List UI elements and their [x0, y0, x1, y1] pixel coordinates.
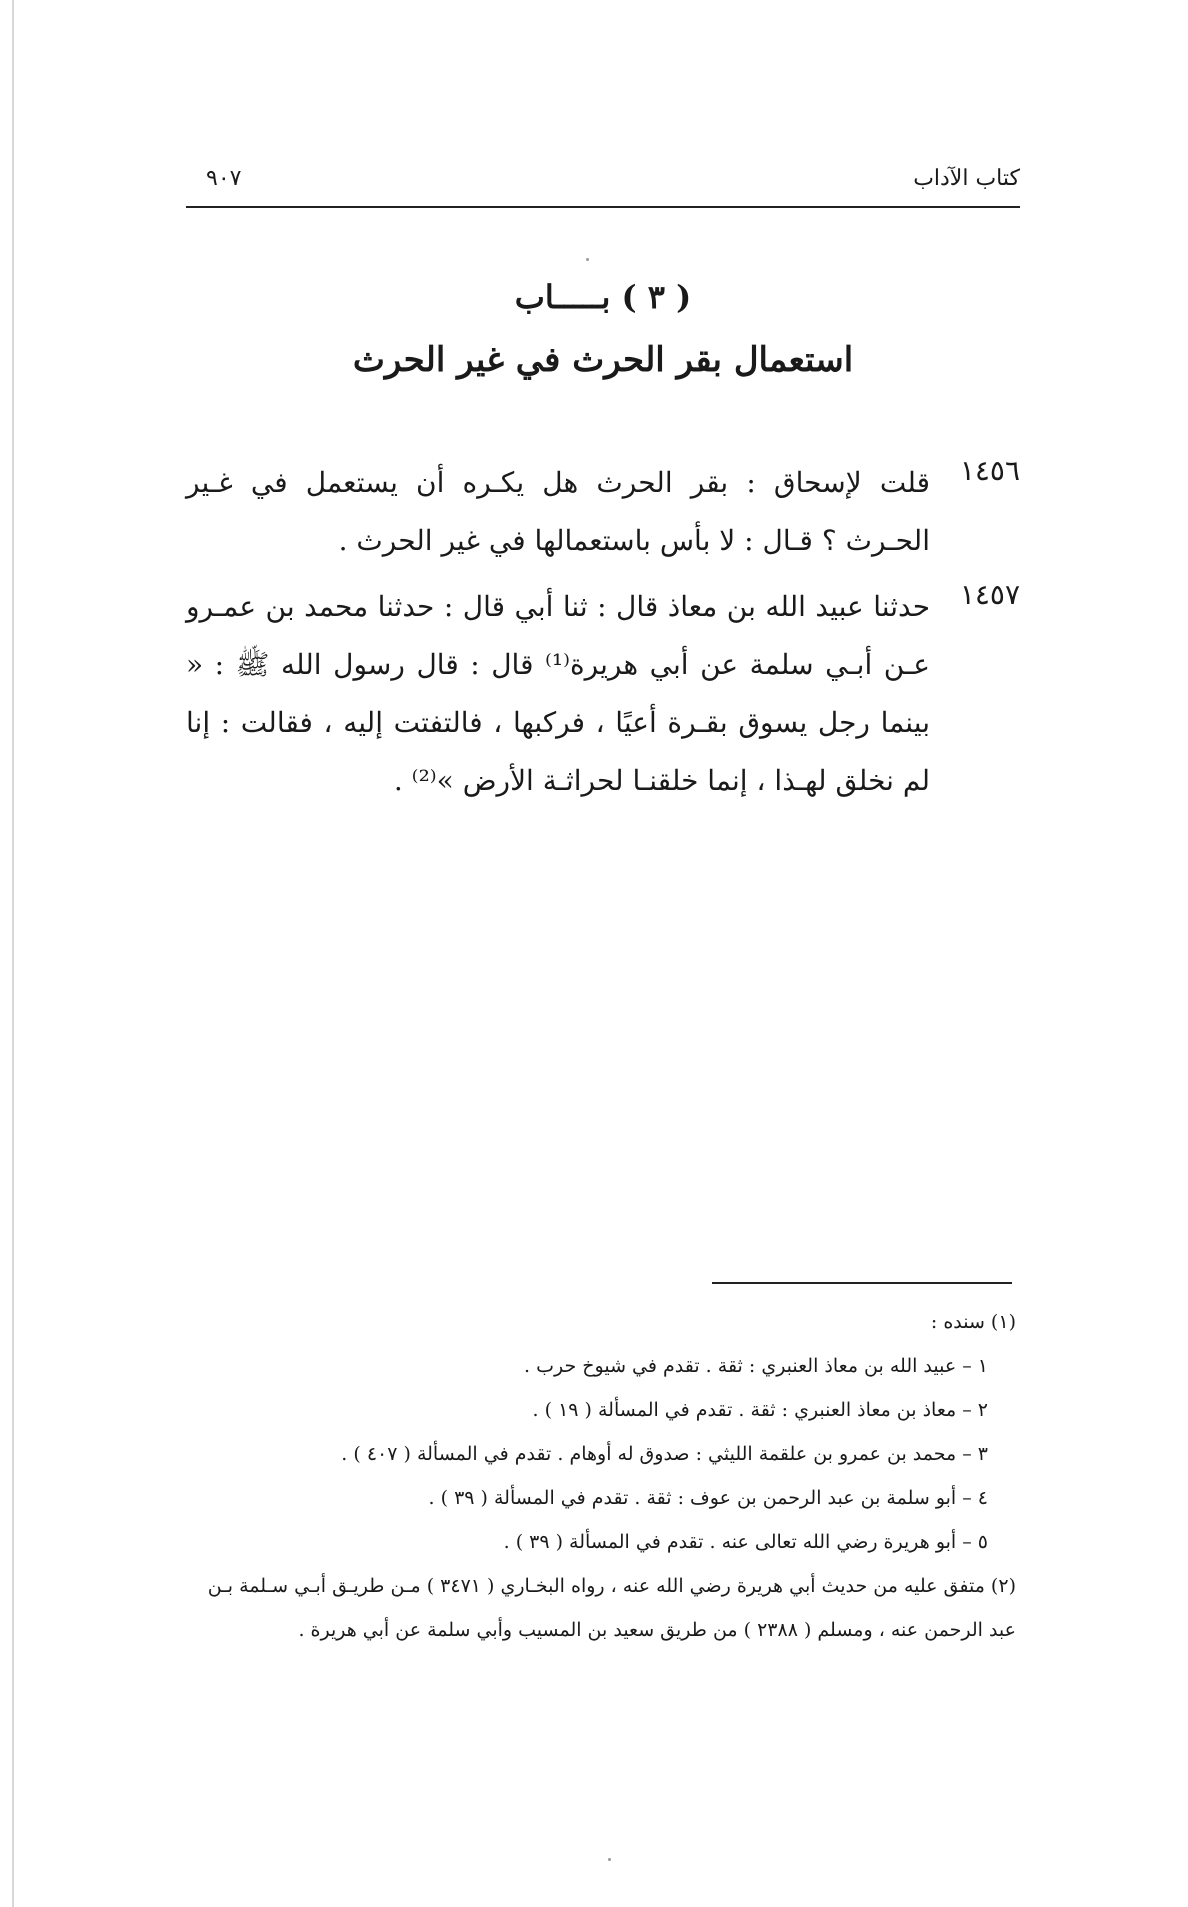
footnote-1-intro: (١) سنده :	[930, 1311, 1016, 1333]
entry-1456	[186, 454, 1020, 574]
book-title: كتاب الآداب	[913, 166, 1020, 191]
entry-text: حدثنا عبيد الله بن معاذ قال : ثنا أبي قال : حدثنا محمد بن عمـرو عـن أبـي سلمة عن أبي هريرة⁽¹⁾ قال : قال رسول الله ﷺ : « بينما رجل يسوق بقـرة أعيًا ، فركبها ، فالتفتت إليه ، فقالت : إنا لم نخلق لهـذا ، إنما خلقنـا لحراثـة الأرض »⁽²⁾ .	[186, 590, 930, 797]
chapter-title: استعمال بقر الحرث في غير الحرث	[352, 340, 854, 380]
scan-edge	[12, 0, 14, 1907]
footnote-1-item: ٣ – محمد بن عمرو بن علقمة الليثي : صدوق له أوهام . تقدم في المسألة ( ٤٠٧ ) .	[341, 1443, 988, 1465]
footnote-1-item: ٥ – أبو هريرة رضي الله تعالى عنه . تقدم في المسألة ( ٣٩ ) .	[503, 1531, 988, 1553]
footnote-separator	[712, 1282, 1012, 1284]
scan-speck	[608, 1858, 611, 1861]
running-header	[186, 160, 1020, 208]
footnote-1-item: ٢ – معاذ بن معاذ العنبري : ثقة . تقدم في المسألة ( ١٩ ) .	[532, 1399, 988, 1421]
footnote-1-item: ١ – عبيد الله بن معاذ العنبري : ثقة . تقدم في شيوخ حرب .	[524, 1355, 988, 1377]
chapter-number: ( ٣ ) بـــــاب	[514, 278, 692, 316]
page-number: ٩٠٧	[206, 166, 242, 191]
footnote-2-line: عبد الرحمن عنه ، ومسلم ( ٢٣٨٨ ) من طريق سعيد بن المسيب وأبي سلمة عن أبي هريرة .	[298, 1619, 1016, 1641]
entry-number: ١٤٥٦	[959, 454, 1020, 487]
footnote-2-line: (٢) متفق عليه من حديث أبي هريرة رضي الله عنه ، رواه البخـاري ( ٣٤٧١ ) مـن طريـق أبـي سـلمة بـن	[207, 1575, 1016, 1597]
entry-number: ١٤٥٧	[959, 578, 1020, 611]
footnote-1-item: ٤ – أبو سلمة بن عبد الرحمن بن عوف : ثقة . تقدم في المسألة ( ٣٩ ) .	[428, 1487, 988, 1509]
entry-text: قلت لإسحاق : بقر الحرث هل يكـره أن يستعمل في غـير الحـرث ؟ قـال : لا بأس باستعمالها في غير الحرث .	[186, 466, 930, 557]
footnotes	[170, 1300, 1016, 1652]
entry-1457	[186, 578, 1020, 818]
scan-speck	[586, 258, 589, 261]
